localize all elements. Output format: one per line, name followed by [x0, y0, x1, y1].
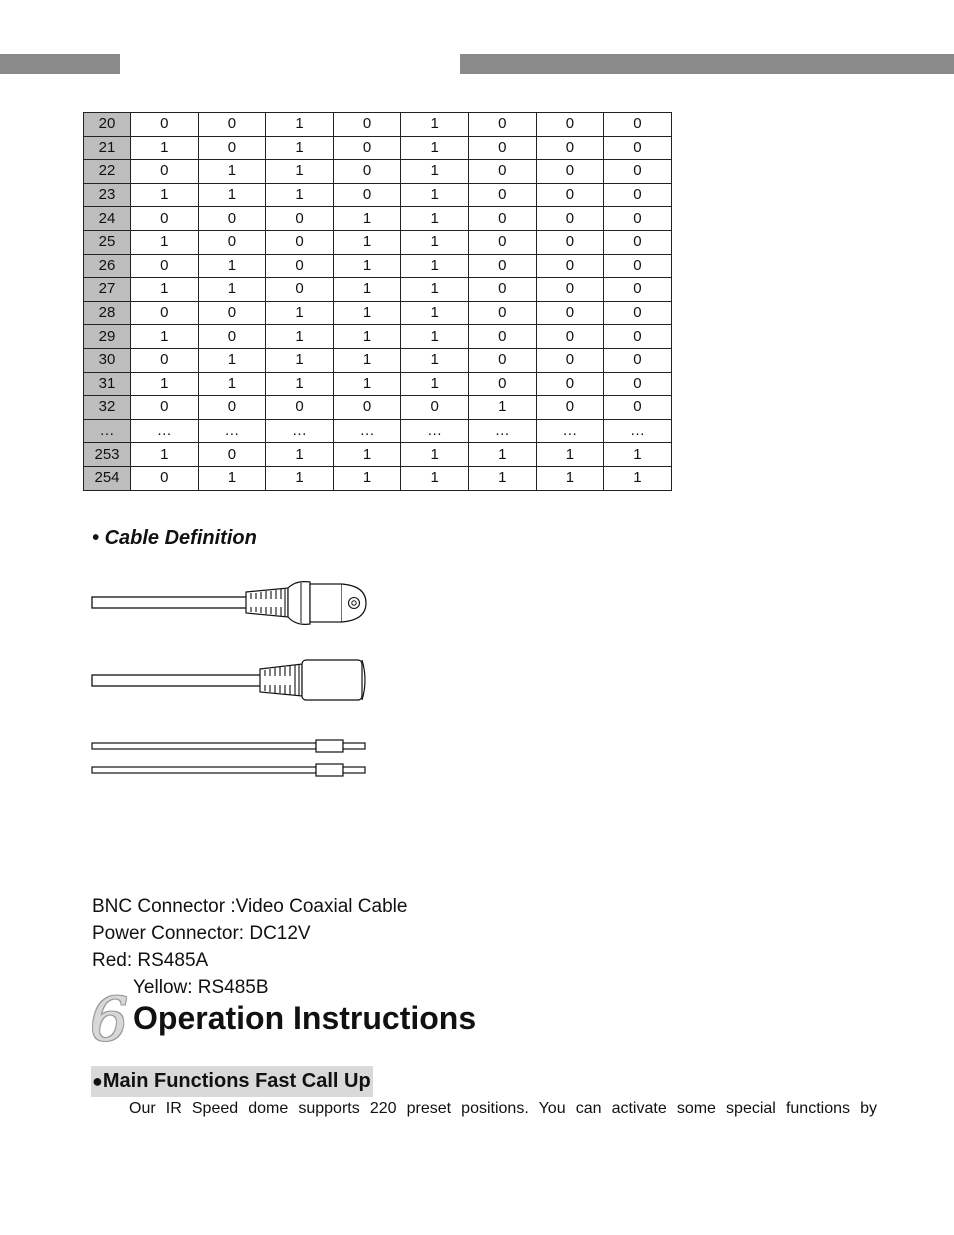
rs485-wire-yellow-icon [92, 764, 365, 776]
bit-cell: … [131, 419, 199, 443]
bit-cell: 1 [333, 254, 401, 278]
bit-cell: 1 [536, 443, 604, 467]
table-row [84, 348, 672, 372]
bit-cell: 0 [198, 113, 266, 137]
bit-cell: 0 [536, 372, 604, 396]
bit-cell: 1 [198, 160, 266, 184]
bit-cell: 0 [266, 254, 334, 278]
bit-cell: 0 [468, 372, 536, 396]
table-row [84, 278, 672, 302]
legend-power: Power Connector: DC12V [92, 923, 311, 944]
bit-cell: 1 [401, 466, 469, 490]
bit-cell: 1 [131, 372, 199, 396]
bit-cell: 0 [333, 136, 401, 160]
bit-cell: 1 [333, 443, 401, 467]
chapter-title: Operation Instructions [133, 1000, 477, 1036]
bit-cell: 0 [604, 325, 672, 349]
bit-cell: 1 [401, 230, 469, 254]
bit-cell: 1 [131, 325, 199, 349]
address-table-body [84, 113, 672, 491]
table-row [84, 113, 672, 137]
bit-cell: 0 [468, 113, 536, 137]
bit-cell: 0 [536, 230, 604, 254]
bit-cell: 0 [333, 113, 401, 137]
bit-cell: 0 [266, 207, 334, 231]
legend-bnc: BNC Connector :Video Coaxial Cable [92, 896, 408, 917]
bit-cell: 1 [401, 301, 469, 325]
bit-cell: 0 [468, 136, 536, 160]
address-cell: 22 [84, 160, 131, 184]
bit-cell: 1 [131, 183, 199, 207]
table-row [84, 136, 672, 160]
bit-cell: 0 [198, 301, 266, 325]
bit-cell: 1 [401, 254, 469, 278]
bit-cell: 0 [333, 160, 401, 184]
bit-cell: 0 [131, 348, 199, 372]
bit-cell: 1 [333, 348, 401, 372]
bit-cell: 1 [401, 136, 469, 160]
bit-cell: 0 [536, 183, 604, 207]
bit-cell: 1 [401, 160, 469, 184]
address-cell: 32 [84, 396, 131, 420]
bit-cell: 0 [131, 466, 199, 490]
bit-cell: 1 [468, 396, 536, 420]
table-row [84, 301, 672, 325]
bit-cell: 0 [131, 113, 199, 137]
bit-cell: … [468, 419, 536, 443]
bit-cell: … [536, 419, 604, 443]
bit-cell: … [401, 419, 469, 443]
bit-cell: 0 [266, 396, 334, 420]
bit-cell: 0 [131, 396, 199, 420]
bit-cell: 0 [198, 396, 266, 420]
bit-cell: 1 [198, 254, 266, 278]
address-cell: 254 [84, 466, 131, 490]
bnc-connector-cable-icon [92, 582, 366, 625]
bit-cell: 0 [536, 207, 604, 231]
bit-cell: 1 [333, 278, 401, 302]
address-cell: 23 [84, 183, 131, 207]
bit-cell: 0 [536, 113, 604, 137]
bit-cell: 0 [198, 325, 266, 349]
bit-cell: 0 [604, 160, 672, 184]
bit-cell: … [198, 419, 266, 443]
bit-cell: 0 [468, 278, 536, 302]
bit-cell: 1 [333, 466, 401, 490]
bit-cell: 0 [333, 183, 401, 207]
bit-cell: … [333, 419, 401, 443]
bit-cell: 0 [468, 183, 536, 207]
bit-cell: 1 [131, 278, 199, 302]
bit-cell: 1 [198, 466, 266, 490]
bit-cell: 0 [536, 396, 604, 420]
bit-cell: 1 [198, 372, 266, 396]
bit-cell: 1 [131, 230, 199, 254]
bit-cell: 0 [198, 230, 266, 254]
bit-cell: 1 [131, 136, 199, 160]
bit-cell: 1 [266, 348, 334, 372]
address-table [83, 112, 672, 491]
bit-cell: 1 [198, 278, 266, 302]
header-bar-right [460, 54, 954, 74]
bit-cell: 1 [401, 113, 469, 137]
bit-cell: 0 [266, 230, 334, 254]
bit-cell: 0 [604, 230, 672, 254]
bit-cell: 1 [266, 183, 334, 207]
address-cell: 253 [84, 443, 131, 467]
bit-cell: 1 [401, 325, 469, 349]
bit-cell: 0 [604, 278, 672, 302]
address-cell: 31 [84, 372, 131, 396]
bit-cell: 1 [333, 230, 401, 254]
table-row [84, 325, 672, 349]
rs485-wire-red-icon [92, 740, 365, 752]
bit-cell: 0 [131, 301, 199, 325]
bit-cell: 0 [604, 113, 672, 137]
bit-cell: 0 [536, 348, 604, 372]
bit-cell: 1 [536, 466, 604, 490]
bit-cell: 1 [401, 348, 469, 372]
bit-cell: … [604, 419, 672, 443]
bit-cell: 1 [266, 301, 334, 325]
bit-cell: 0 [468, 254, 536, 278]
legend-red: Red: RS485A [92, 950, 209, 971]
bit-cell: 0 [468, 325, 536, 349]
bit-cell: 0 [468, 230, 536, 254]
table-row [84, 443, 672, 467]
bit-cell: 1 [266, 160, 334, 184]
bit-cell: 0 [604, 136, 672, 160]
bit-cell: 0 [198, 207, 266, 231]
bit-cell: 0 [604, 372, 672, 396]
bit-cell: 0 [536, 325, 604, 349]
address-cell: 28 [84, 301, 131, 325]
bit-cell: 0 [536, 136, 604, 160]
bit-cell: 0 [604, 183, 672, 207]
bit-cell: 1 [401, 372, 469, 396]
table-row [84, 419, 672, 443]
subsection-bullet: ● [92, 1071, 103, 1091]
bit-cell: 1 [333, 301, 401, 325]
address-cell: 27 [84, 278, 131, 302]
bit-cell: 1 [266, 443, 334, 467]
bit-cell: 1 [401, 183, 469, 207]
bit-cell: 1 [333, 207, 401, 231]
subsection-heading [91, 1066, 373, 1097]
address-cell: 30 [84, 348, 131, 372]
header-bar-left [0, 54, 120, 74]
bit-cell: 1 [266, 372, 334, 396]
table-row [84, 230, 672, 254]
bit-cell: 1 [604, 466, 672, 490]
bit-cell: 0 [536, 160, 604, 184]
bit-cell: 0 [131, 207, 199, 231]
cable-legend [92, 893, 407, 1001]
bit-cell: 1 [468, 466, 536, 490]
bit-cell: 0 [468, 160, 536, 184]
bit-cell: 0 [536, 278, 604, 302]
table-row [84, 254, 672, 278]
bit-cell: 0 [604, 396, 672, 420]
bit-cell: 0 [604, 254, 672, 278]
bit-cell: 0 [604, 348, 672, 372]
bit-cell: 0 [198, 136, 266, 160]
bit-cell: 0 [401, 396, 469, 420]
bit-cell: 0 [604, 207, 672, 231]
address-cell: … [84, 419, 131, 443]
cable-definition-title: Cable Definition [104, 527, 257, 549]
bit-cell: 1 [266, 113, 334, 137]
bit-cell: … [266, 419, 334, 443]
address-cell: 25 [84, 230, 131, 254]
bit-cell: 1 [131, 443, 199, 467]
address-cell: 20 [84, 113, 131, 137]
bit-cell: 0 [536, 254, 604, 278]
bit-cell: 0 [131, 254, 199, 278]
bit-cell: 1 [266, 466, 334, 490]
cable-definition-heading [92, 527, 257, 550]
bit-cell: 1 [198, 348, 266, 372]
bit-cell: 1 [333, 372, 401, 396]
bit-cell: 0 [536, 301, 604, 325]
table-row [84, 372, 672, 396]
bit-cell: 1 [604, 443, 672, 467]
table-row [84, 466, 672, 490]
bit-cell: 1 [401, 278, 469, 302]
address-cell: 21 [84, 136, 131, 160]
bit-cell: 0 [333, 396, 401, 420]
table-row [84, 396, 672, 420]
bit-cell: 1 [266, 136, 334, 160]
bit-cell: 1 [468, 443, 536, 467]
table-row [84, 207, 672, 231]
cable-definition-bullet: • [92, 527, 100, 549]
bit-cell: 0 [468, 207, 536, 231]
bit-cell: 0 [266, 278, 334, 302]
table-row [84, 160, 672, 184]
bit-cell: 1 [401, 207, 469, 231]
address-cell: 29 [84, 325, 131, 349]
bit-cell: 1 [198, 183, 266, 207]
bit-cell: 0 [131, 160, 199, 184]
bit-cell: 0 [468, 348, 536, 372]
table-row [84, 183, 672, 207]
subsection-title: Main Functions Fast Call Up [102, 1070, 371, 1092]
power-connector-cable-icon [92, 660, 365, 700]
legend-yellow: Yellow: RS485B [133, 977, 269, 998]
bit-cell: 0 [604, 301, 672, 325]
bit-cell: 1 [401, 443, 469, 467]
bit-cell: 0 [198, 443, 266, 467]
address-cell: 24 [84, 207, 131, 231]
bit-cell: 1 [333, 325, 401, 349]
chapter-number: 6 [90, 985, 129, 1055]
cable-illustration [88, 572, 378, 782]
bit-cell: 0 [468, 301, 536, 325]
address-cell: 26 [84, 254, 131, 278]
bit-cell: 1 [266, 325, 334, 349]
body-paragraph: Our IR Speed dome supports 220 preset positions. You can activate some special functions by [129, 1100, 877, 1117]
